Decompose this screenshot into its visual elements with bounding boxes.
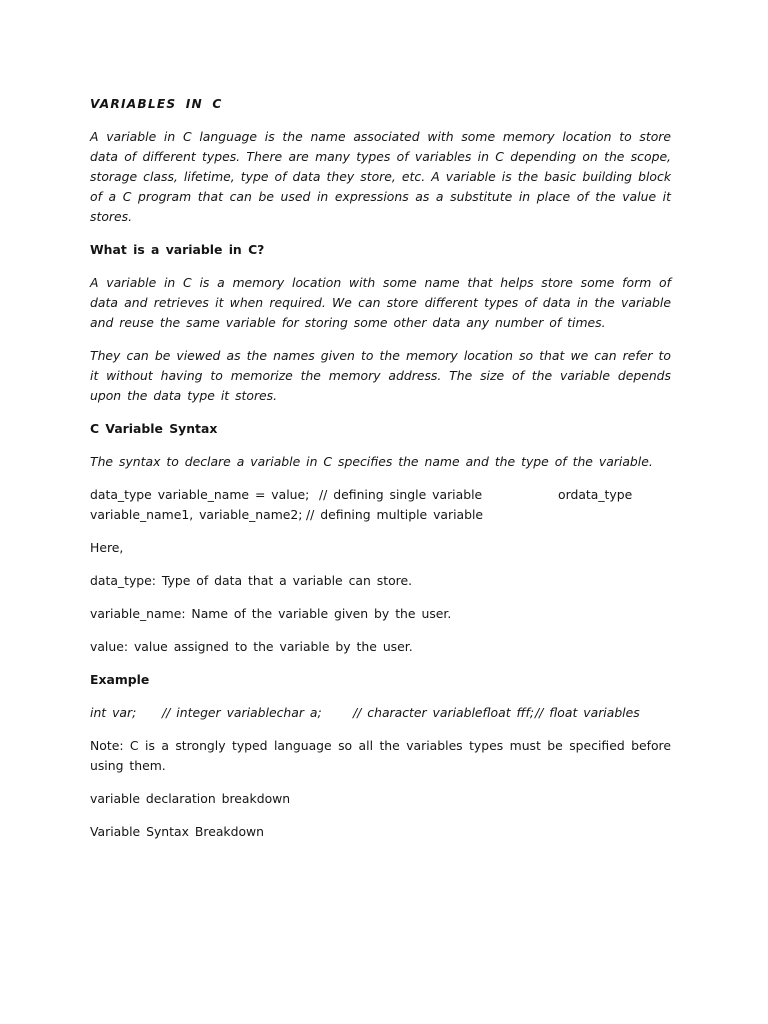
section-heading-syntax: C Variable Syntax bbox=[90, 421, 218, 436]
example-int-declaration: int var; bbox=[90, 705, 137, 720]
intro-paragraph: A variable in C language is the name associated with some memory location to store data of different types. There are many types of variables in C depending on the scope, storage class, lifetime, type of data they store, etc. A variable is the basic building block of a C program that can be used in expressions as a substitute in place of the value it stores. bbox=[90, 129, 671, 224]
note-paragraph: Note: C is a strongly typed language so all the variables types must be specified before using them. bbox=[90, 738, 671, 773]
syntax-intro-paragraph: The syntax to declare a variable in C specifies the name and the type of the variable. bbox=[90, 454, 653, 469]
definition-value: value: value assigned to the variable by the user. bbox=[90, 639, 413, 654]
syntax-line-multiple bbox=[90, 505, 671, 525]
document-title: VARIABLES IN C bbox=[90, 97, 223, 111]
example-code-line bbox=[90, 703, 671, 723]
definition-data-type: data_type: Type of data that a variable can store. bbox=[90, 573, 413, 588]
here-label: Here, bbox=[90, 540, 124, 555]
caption-syntax-breakdown: Variable Syntax Breakdown bbox=[90, 824, 265, 839]
syntax-single-comment: // defining single variable bbox=[319, 487, 483, 502]
syntax-multiple-comment: // defining multiple variable bbox=[306, 507, 484, 522]
example-char-declaration: // integer variablechar a; bbox=[162, 705, 322, 720]
syntax-multiple-code: variable_name1, variable_name2; bbox=[90, 507, 303, 522]
example-float-comment: // float variables bbox=[535, 705, 640, 720]
caption-declaration-breakdown: variable declaration breakdown bbox=[90, 791, 291, 806]
syntax-single-code: data_type variable_name = value; bbox=[90, 487, 310, 502]
syntax-code-block bbox=[90, 485, 671, 525]
section-heading-what-is-variable: What is a variable in C? bbox=[90, 242, 265, 257]
variable-definition-paragraph: A variable in C is a memory location with some name that helps store some form of data and retrieves it when required. We can store different types of data in the variable and reuse the same variable for storing some other data any number of times. bbox=[90, 275, 671, 330]
section-heading-example: Example bbox=[90, 672, 150, 687]
definition-variable-name: variable_name: Name of the variable given by the user. bbox=[90, 606, 452, 621]
syntax-line-single bbox=[90, 485, 671, 505]
variable-naming-paragraph: They can be viewed as the names given to the memory location so that we can refer to it without having to memorize the memory address. The size of the variable depends upon the data type it stores. bbox=[90, 348, 671, 403]
example-float-declaration: // character variablefloat fff; bbox=[353, 705, 534, 720]
syntax-single-tail: ordata_type bbox=[558, 487, 633, 502]
